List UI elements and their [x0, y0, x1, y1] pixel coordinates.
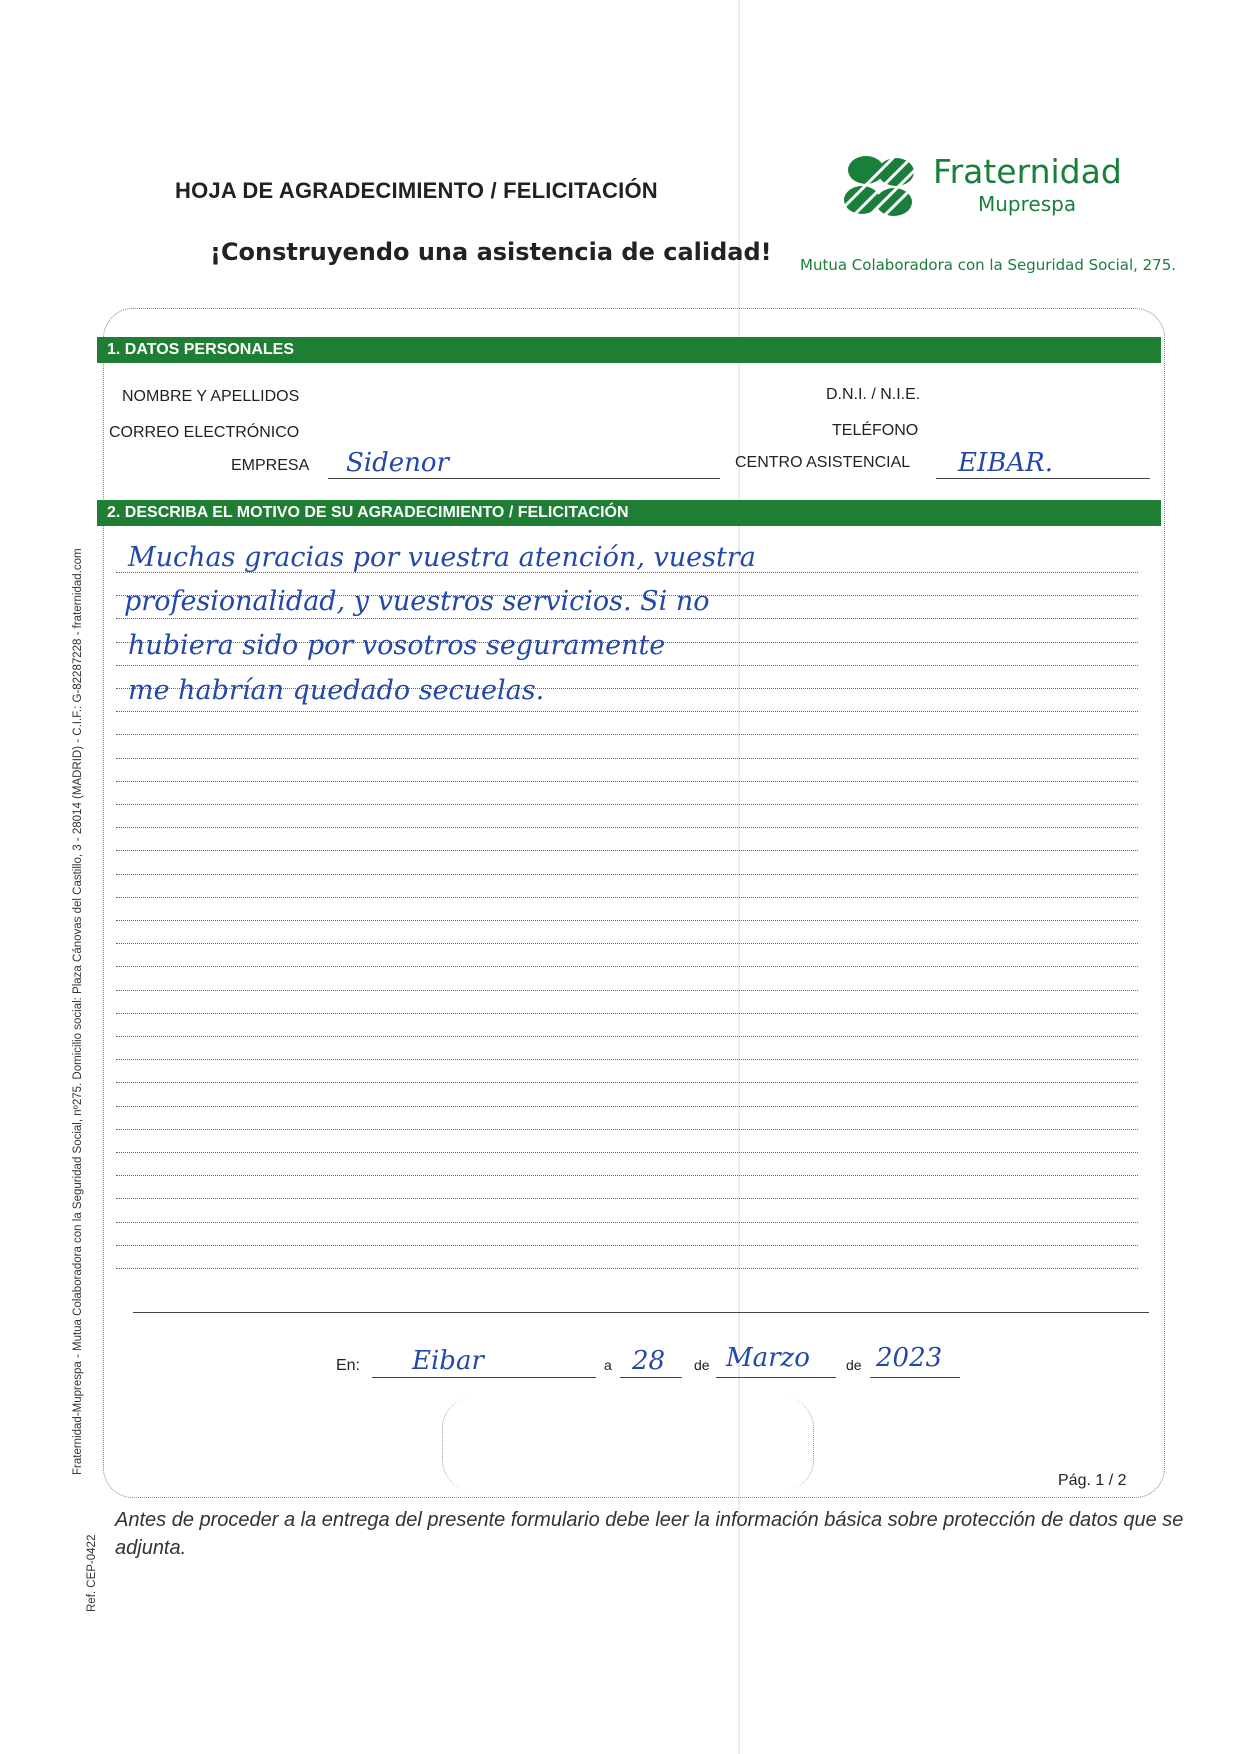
ruled-line [116, 618, 1138, 619]
empresa-field[interactable] [328, 478, 720, 479]
ruled-line [116, 990, 1138, 991]
ruled-line [116, 1152, 1138, 1153]
page-number: Pág. 1 / 2 [1058, 1472, 1127, 1489]
ruled-line [116, 1082, 1138, 1083]
year-value: 2023 [876, 1343, 943, 1373]
empresa-value: Sidenor [346, 448, 449, 478]
day-field[interactable] [620, 1377, 682, 1378]
section-heading-datos-personales: 1. DATOS PERSONALES [97, 337, 1161, 363]
ruled-line [116, 1198, 1138, 1199]
nombre-label: NOMBRE Y APELLIDOS [122, 388, 300, 405]
motivo-bottom-line [133, 1312, 1149, 1313]
ruled-line [116, 827, 1138, 828]
motivo-line-1: Muchas gracias por vuestra atención, vuestra [128, 542, 756, 573]
ruled-line [116, 966, 1138, 967]
ruled-line [116, 758, 1138, 759]
ruled-line [116, 1036, 1138, 1037]
brand-subname: Muprespa [978, 192, 1077, 216]
ruled-line [116, 1013, 1138, 1014]
ruled-line [116, 850, 1138, 851]
ruled-line [116, 665, 1138, 666]
ruled-line [116, 943, 1138, 944]
ruled-line [116, 781, 1138, 782]
legal-side-text: Fraternidad-Muprespa - Mutua Colaboradora con la Seguridad Social, nº275. Domicilio social: Plaza Cánovas del Castillo, 3 - 28014 (MADRID) - C.I.F.: G-82287228 - fraternidad.com [72, 548, 84, 1475]
de-label: de [694, 1357, 710, 1373]
form-reference: Ref. CEP-0422 [86, 1534, 98, 1612]
correo-label: CORREO ELECTRÓNICO [109, 424, 300, 441]
centro-label: CENTRO ASISTENCIAL [735, 454, 911, 471]
ruled-line [116, 1059, 1138, 1060]
data-protection-notice: Antes de proceder a la entrega del presente formulario debe leer la información básica sobre protección de datos que se adjunta. [115, 1509, 1184, 1559]
ruled-line [116, 1222, 1138, 1223]
empresa-label: EMPRESA [231, 457, 310, 474]
ruled-line [116, 711, 1138, 712]
place-field[interactable] [372, 1377, 596, 1378]
ruled-line [116, 1245, 1138, 1246]
month-value: Marzo [726, 1343, 810, 1373]
form-subtitle: ¡Construyendo una asistencia de calidad! [210, 238, 772, 266]
de2-label: de [846, 1357, 862, 1373]
section-heading-motivo: 2. DESCRIBA EL MOTIVO DE SU AGRADECIMIENTO / FELICITACIÓN [97, 500, 1161, 526]
ruled-line [116, 1129, 1138, 1130]
ruled-line [116, 1106, 1138, 1107]
form-title: HOJA DE AGRADECIMIENTO / FELICITACIÓN [175, 178, 658, 203]
dni-label: D.N.I. / N.I.E. [826, 386, 921, 403]
ruled-line [116, 804, 1138, 805]
ruled-line [116, 874, 1138, 875]
ruled-line [116, 1268, 1138, 1269]
motivo-line-2: profesionalidad, y vuestros servicios. Si no [124, 586, 710, 617]
fraternidad-logo-icon [836, 150, 926, 226]
en-label: En: [336, 1357, 361, 1374]
ruled-line [116, 897, 1138, 898]
telefono-label: TELÉFONO [832, 422, 919, 439]
place-value: Eibar [412, 1346, 484, 1376]
signature-box[interactable] [442, 1398, 814, 1490]
brand-name: Fraternidad [933, 152, 1122, 191]
day-value: 28 [632, 1346, 666, 1376]
form-frame [103, 308, 1165, 1498]
ruled-line [116, 1175, 1138, 1176]
centro-field[interactable] [936, 478, 1150, 479]
ruled-line [116, 920, 1138, 921]
motivo-line-4: me habrían quedado secuelas. [128, 675, 545, 706]
centro-value: EIBAR. [958, 448, 1053, 478]
month-field[interactable] [716, 1377, 836, 1378]
mutua-line: Mutua Colaboradora con la Seguridad Social, 275. [800, 256, 1177, 274]
motivo-line-3: hubiera sido por vosotros seguramente [128, 630, 666, 661]
year-field[interactable] [870, 1377, 960, 1378]
a-label: a [604, 1357, 612, 1373]
ruled-line [116, 734, 1138, 735]
